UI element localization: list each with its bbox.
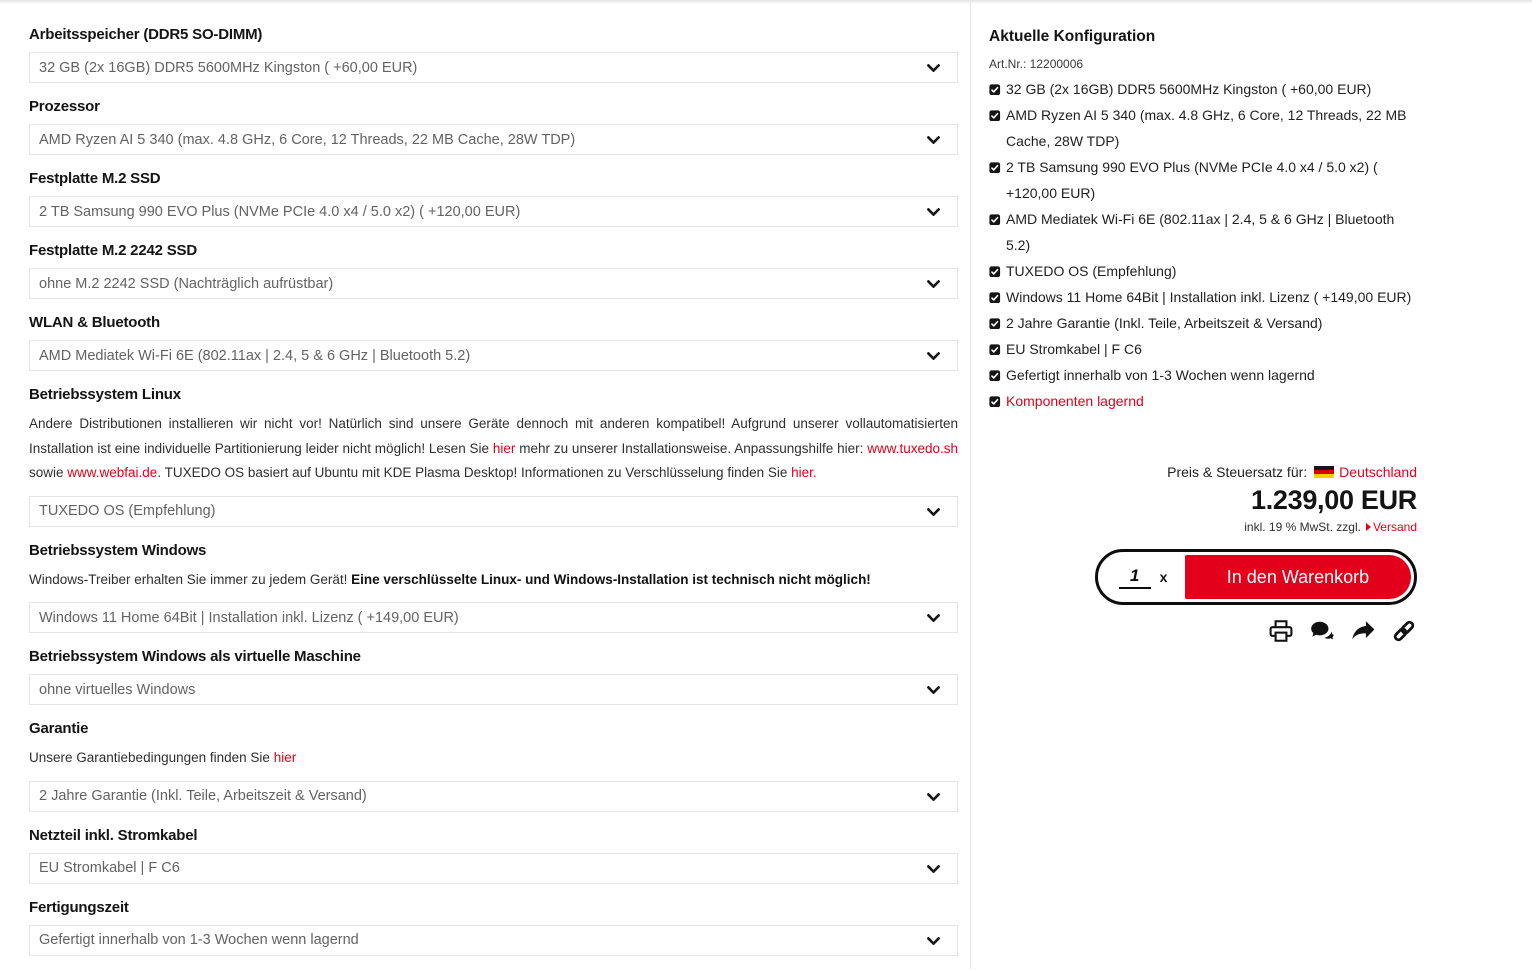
section-title: Netzteil inkl. Stromkabel	[29, 826, 198, 844]
section-title: Betriebssystem Linux	[29, 386, 181, 403]
configuration-item-text: 32 GB (2x 16GB) DDR5 5600MHz Kingston ( +60,00 EUR)	[1006, 81, 1372, 97]
shipping-link[interactable]: Versand	[1372, 520, 1417, 534]
configuration-column	[29, 0, 958, 971]
config-select[interactable]	[29, 602, 958, 633]
cart-row	[989, 549, 1417, 605]
section-note	[29, 412, 958, 486]
print-icon[interactable]	[1268, 618, 1294, 644]
select-value: Gefertigt innerhalb von 1-3 Wochen wenn lagernd	[39, 932, 359, 948]
configuration-item-text: Gefertigt innerhalb von 1-3 Wochen wenn lagernd	[1006, 367, 1315, 383]
configuration-list-item	[989, 362, 1417, 388]
chevron-down-icon	[927, 865, 940, 874]
share-icon[interactable]	[1350, 618, 1376, 644]
config-section-4	[29, 242, 958, 299]
chevron-down-icon	[927, 280, 940, 289]
select-value: 2 TB Samsung 990 EVO Plus (NVMe PCIe 4.0 x4 / 5.0 x2) ( +120,00 EUR)	[39, 203, 521, 220]
check-square-icon	[989, 396, 1001, 408]
quantity-input[interactable]	[1119, 566, 1151, 589]
select-value: 32 GB (2x 16GB) DDR5 5600MHz Kingston ( +60,00 EUR)	[39, 59, 418, 76]
article-number: Art.Nr.: 12200006	[989, 57, 1084, 71]
cart-pill	[1095, 549, 1417, 605]
check-square-icon	[989, 110, 1001, 122]
action-icons-row	[989, 618, 1417, 644]
note-text: . TUXEDO OS basiert auf Ubuntu mit KDE Plasma Desktop! Informationen zu Verschlüsselung finden Sie	[157, 465, 792, 480]
config-section-6	[29, 386, 958, 527]
configuration-list-item	[989, 76, 1417, 102]
select-value: EU Stromkabel | F C6	[39, 860, 180, 876]
configuration-list-item	[989, 258, 1417, 284]
check-square-icon	[989, 370, 1001, 382]
text-link[interactable]: hier.	[791, 465, 817, 480]
text-link[interactable]: www.webfai.de	[67, 465, 158, 480]
select-value: 2 Jahre Garantie (Inkl. Teile, Arbeitszeit & Versand)	[39, 788, 367, 804]
country-link[interactable]: Deutschland	[1339, 464, 1417, 480]
select-value: ohne M.2 2242 SSD (Nachträglich aufrüstbar)	[39, 275, 334, 292]
configuration-list-item	[989, 206, 1417, 258]
configuration-item-text: AMD Mediatek Wi-Fi 6E (802.11ax | 2.4, 5 & 6 GHz | Bluetooth 5.2)	[1006, 211, 1395, 253]
check-square-icon	[989, 162, 1001, 174]
config-section-1	[29, 26, 958, 83]
section-note	[29, 568, 958, 593]
configuration-list-item	[989, 336, 1417, 362]
section-title: WLAN & Bluetooth	[29, 314, 160, 331]
configuration-list-item	[989, 388, 1417, 414]
select-value: ohne virtuelles Windows	[39, 681, 196, 698]
configuration-list-item	[989, 284, 1417, 310]
select-value: TUXEDO OS (Empfehlung)	[39, 503, 216, 519]
times-label: x	[1159, 569, 1168, 585]
config-select[interactable]	[29, 781, 958, 812]
config-section-2	[29, 98, 958, 155]
link-icon[interactable]	[1391, 618, 1417, 644]
price-region-label: Preis & Steuersatz für:	[1167, 464, 1308, 480]
config-select[interactable]	[29, 196, 958, 227]
section-title: Festplatte M.2 SSD	[29, 170, 161, 187]
current-configuration-sidebar	[970, 0, 1532, 969]
chevron-down-icon	[927, 64, 940, 73]
caret-right-icon	[1366, 523, 1371, 531]
config-section-11	[29, 899, 958, 956]
chevron-down-icon	[927, 508, 940, 517]
config-select[interactable]	[29, 674, 958, 705]
configuration-item-text: Komponenten lagernd	[1006, 393, 1144, 409]
configuration-item-text: Windows 11 Home 64Bit | Installation inkl. Lizenz ( +149,00 EUR)	[1006, 289, 1412, 305]
total-price: 1.239,00 EUR	[1250, 485, 1417, 515]
text-link[interactable]: www.tuxedo.sh	[867, 440, 958, 456]
config-select[interactable]	[29, 925, 958, 956]
text-link[interactable]: hier	[273, 750, 297, 765]
config-section-10	[29, 827, 958, 884]
config-section-7	[29, 542, 958, 634]
chevron-down-icon	[927, 686, 940, 695]
comments-icon[interactable]	[1309, 618, 1335, 644]
note-text: sowie	[29, 465, 68, 480]
config-select[interactable]	[29, 496, 958, 527]
chevron-down-icon	[927, 208, 940, 217]
check-square-icon	[989, 214, 1001, 226]
section-title: Garantie	[29, 720, 89, 737]
config-section-8	[29, 648, 958, 705]
quantity-zone	[1101, 555, 1185, 599]
section-title: Arbeitsspeicher (DDR5 SO-DIMM)	[29, 26, 263, 43]
section-title: Betriebssystem Windows	[29, 541, 207, 559]
chevron-down-icon	[927, 937, 940, 946]
section-note	[29, 746, 958, 771]
configuration-list	[989, 76, 1417, 414]
configuration-list-item	[989, 102, 1417, 154]
check-square-icon	[989, 266, 1001, 278]
configuration-list-item	[989, 310, 1417, 336]
note-text: mehr zu unserer Installationsweise. Anpassungshilfe hier:	[515, 440, 868, 456]
configuration-item-text: AMD Ryzen AI 5 340 (max. 4.8 GHz, 6 Core, 12 Threads, 22 MB Cache, 28W TDP)	[1006, 107, 1407, 149]
config-section-9	[29, 720, 958, 812]
chevron-down-icon	[927, 136, 940, 145]
config-section-5	[29, 314, 958, 371]
check-square-icon	[989, 318, 1001, 330]
config-select[interactable]	[29, 52, 958, 83]
config-select[interactable]	[29, 124, 958, 155]
chevron-down-icon	[927, 793, 940, 802]
config-select[interactable]	[29, 340, 958, 371]
germany-flag-icon	[1314, 466, 1334, 478]
check-square-icon	[989, 84, 1001, 96]
chevron-down-icon	[927, 614, 940, 623]
configuration-item-text: EU Stromkabel | F C6	[1006, 341, 1142, 357]
price-region-line	[989, 464, 1417, 480]
config-select[interactable]	[29, 268, 958, 299]
text-link[interactable]: hier	[492, 440, 516, 456]
section-title: Festplatte M.2 2242 SSD	[29, 242, 197, 259]
configuration-list-item	[989, 154, 1417, 206]
select-value: AMD Mediatek Wi-Fi 6E (802.11ax | 2.4, 5 & 6 GHz | Bluetooth 5.2)	[39, 347, 471, 364]
tax-line	[989, 520, 1417, 534]
configuration-item-text: 2 TB Samsung 990 EVO Plus (NVMe PCIe 4.0 x4 / 5.0 x2) ( +120,00 EUR)	[1006, 159, 1378, 201]
sidebar-title: Aktuelle Konfiguration	[989, 28, 1156, 45]
chevron-down-icon	[927, 352, 940, 361]
check-square-icon	[989, 344, 1001, 356]
add-to-cart-button[interactable]: In den Warenkorb	[1185, 555, 1411, 599]
price-block	[989, 464, 1417, 644]
config-select[interactable]	[29, 853, 958, 884]
configuration-item-text: 2 Jahre Garantie (Inkl. Teile, Arbeitszeit & Versand)	[1006, 315, 1323, 331]
config-section-3	[29, 170, 958, 227]
select-value: AMD Ryzen AI 5 340 (max. 4.8 GHz, 6 Core, 12 Threads, 22 MB Cache, 28W TDP)	[39, 131, 576, 148]
note-text: Andere Distributionen installieren wir nicht vor! Natürlich sind unsere Geräte dennoch mit anderen kompatibel! Aufgrund unserer vollautomatisierten Installation ist eine individuelle Partitionierung leider nicht möglich! Lesen Sie	[29, 416, 958, 456]
note-text: Windows-Treiber erhalten Sie immer zu jedem Gerät!	[29, 571, 352, 587]
section-title: Prozessor	[29, 98, 100, 115]
note-bold-text: Eine verschlüsselte Linux- und Windows-Installation ist technisch nicht möglich!	[351, 571, 871, 587]
section-title: Fertigungszeit	[29, 898, 129, 916]
check-square-icon	[989, 292, 1001, 304]
note-text: Unsere Garantiebedingungen finden Sie	[29, 750, 274, 765]
configuration-item-text: TUXEDO OS (Empfehlung)	[1006, 263, 1177, 279]
tax-note: inkl. 19 % MwSt. zzgl.	[1244, 520, 1361, 534]
section-title: Betriebssystem Windows als virtuelle Maschine	[29, 648, 361, 665]
select-value: Windows 11 Home 64Bit | Installation inkl. Lizenz ( +149,00 EUR)	[39, 609, 459, 626]
